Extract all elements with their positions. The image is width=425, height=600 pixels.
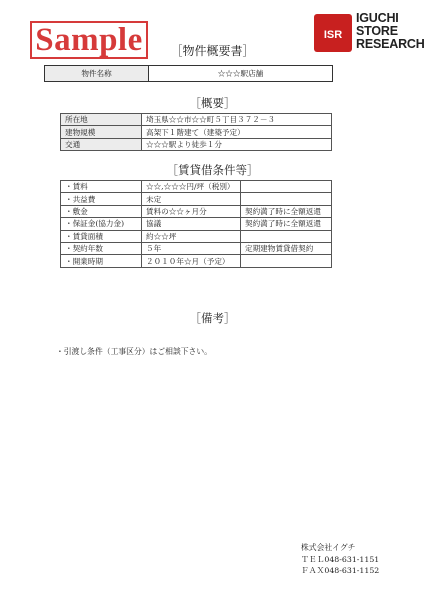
company-tel: ＴＥＬ048-631-1151 <box>301 554 380 564</box>
table-row <box>61 114 332 126</box>
lease-value: 未定 <box>142 193 241 205</box>
lease-table <box>60 180 332 268</box>
lease-note: 定期建物賃貸借契約 <box>241 242 332 254</box>
lease-note: 契約満了時に全額返還 <box>241 205 332 217</box>
remarks-text: ・引渡し条件（工事区分）はご相談下さい。 <box>56 347 212 356</box>
company-info <box>301 542 379 577</box>
overview-table <box>60 113 332 151</box>
property-name-label: 物件名称 <box>45 66 149 82</box>
lease-value: 賃料の☆☆ヶ月分 <box>142 205 241 217</box>
lease-label: ・開業時期 <box>61 255 142 267</box>
lease-value: ２０１０年☆月（予定） <box>142 255 241 267</box>
lease-note <box>241 230 332 242</box>
lease-value: 約☆☆坪 <box>142 230 241 242</box>
lease-label: ・敷金 <box>61 205 142 217</box>
lease-note: 契約満了時に全額返還 <box>241 218 332 230</box>
logo-line-1: IGUCHI <box>356 11 399 25</box>
overview-label: 所在地 <box>61 114 142 126</box>
overview-value: 高架下１階建て（建築予定） <box>142 126 332 138</box>
table-row <box>61 138 332 150</box>
table-row <box>61 230 332 242</box>
table-row <box>61 242 332 254</box>
property-name-value: ☆☆☆駅店舗 <box>149 66 333 82</box>
page-title: ［物件概要書］ <box>170 44 255 58</box>
logo-mark-text: ISR <box>323 29 343 41</box>
lease-value: ５年 <box>142 242 241 254</box>
logo-line-3: RESEARCH <box>356 37 425 51</box>
lease-label: ・共益費 <box>61 193 142 205</box>
lease-label: ・賃貸面積 <box>61 230 142 242</box>
lease-label: ・保証金(協力金) <box>61 218 142 230</box>
overview-label: 交通 <box>61 138 142 150</box>
table-row <box>61 181 332 193</box>
logo-line-2: STORE <box>356 24 398 38</box>
lease-heading: ［賃貸借条件等］ <box>166 163 259 177</box>
lease-note <box>241 181 332 193</box>
table-row <box>61 193 332 205</box>
property-name-table <box>44 65 333 82</box>
overview-heading: ［概要］ <box>189 96 236 110</box>
lease-label: ・契約年数 <box>61 242 142 254</box>
company-fax: ＦＡＸ048-631-1152 <box>301 566 380 575</box>
lease-label: ・賃料 <box>61 181 142 193</box>
lease-value: 協議 <box>142 218 241 230</box>
lease-note <box>241 255 332 267</box>
sample-stamp: Sample <box>30 21 148 59</box>
remarks-heading: ［備考］ <box>189 311 236 325</box>
lease-note <box>241 193 332 205</box>
overview-value: 埼玉県☆☆市☆☆町５丁目３７２－３ <box>142 114 332 126</box>
table-row <box>61 205 332 217</box>
overview-value: ☆☆☆駅より徒歩１分 <box>142 138 332 150</box>
overview-label: 建物規模 <box>61 126 142 138</box>
lease-value: ☆☆,☆☆☆円/坪（税別） <box>142 181 241 193</box>
table-row <box>61 218 332 230</box>
table-row <box>61 255 332 267</box>
table-row <box>61 126 332 138</box>
company-name: 株式会社イグチ <box>301 543 356 552</box>
